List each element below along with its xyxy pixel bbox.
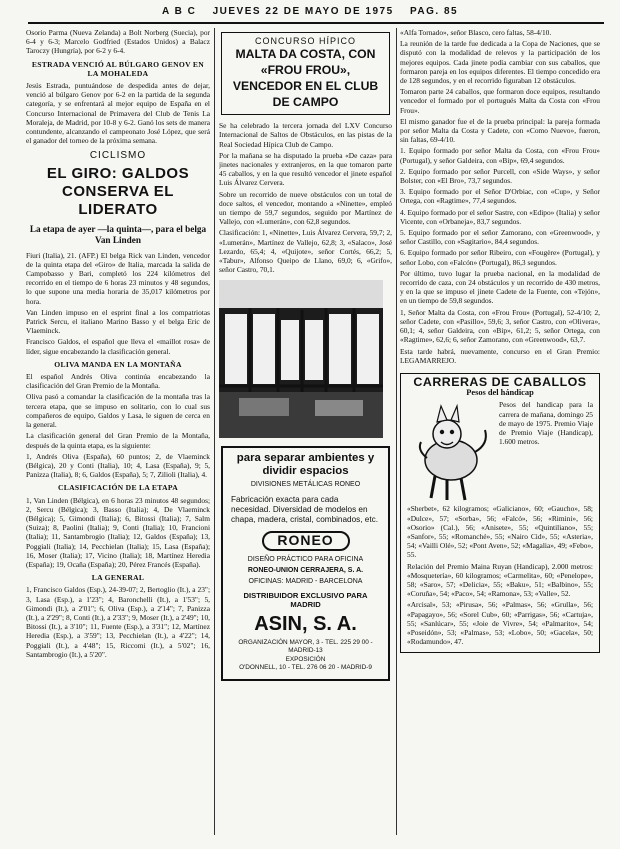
racing-intro: [499, 400, 593, 504]
article-paragraph: El español Andrés Oliva continúa encabezando la clasificación del Gran Premio de la Montaña.: [26, 372, 210, 391]
article-paragraph: 2. Equipo formado por señor Purcell, con «Side Ways», y señor Bolster, con «El Bro», 73,7 segundos.: [400, 166, 600, 186]
article-paragraph: Clasificación: 1, «Ninette», Luis Álvarez Cervera, 59,7; 2, «Lumerán», Martínez de Vallejo, 62,8; 3, «Salaco», José Lezardo, 65,4; 4, «Quijote», señor Cortés, 66,2; 5, «Tabur», Alfonso Queipo de Llano, 69,0; 6, «Grifo», señor Castro, 70,1.: [219, 228, 392, 275]
roneo-logo: RONEO: [262, 531, 350, 550]
subheading: CLASIFICACIÓN DE LA ETAPA: [57, 483, 179, 493]
newspaper-name: A B C: [161, 6, 197, 17]
page-header: [0, 6, 620, 17]
general-results: 1, Francisco Galdos (Esp.), 24-39-07; 2, Bertoglio (It.), a 23"; 3, Lasa (Esp.), a 1'23"; 4, Baronchelli (It.), a 1'53"; 5, Gimondi (It.), a 2'01"; 6, Oliva (Esp.), a 2'14"; 7, Panizza (It.), a 2'29"; 8, Conti (It.), a 2'33"; 9, Moser (It.), a 2'49"; 10, Bitossi (It.), a 3'10"; 11, Fuente (Esp.), a 3'31"; 12, Martínez Heredia (Esp.), a 3'59"; 13, Pecchielan (It.), a 4'22"; 14, Poggiali (It.), a 4'48"; 15, Riccomi (It.), a 5'02"; 16, Santambrogio (It.), a 5'20".: [26, 585, 210, 659]
subheading: ESTRADA VENCIÓ AL BÚLGARO GENOV EN LA MOHALEDA: [31, 59, 205, 78]
ad-address: O'DONNELL, 10 - TEL. 276 06 20 - MADRID-9: [239, 664, 372, 672]
header-date: JUEVES 22 DE MAYO DE 1975: [212, 6, 394, 17]
header-rule: [28, 22, 604, 24]
equestrian-headline-box: [221, 32, 390, 115]
article-paragraph: La reunión de la tarde fue dedicada a la Copa de Naciones, que se disputó con la modalidad de relevos y la participación de los mejores equipos. Cada jinete podía cambiar con sus caballos, que formaron pareja en los equipos diferentes. El tiempo concedido era de 128 segundos, y en el recorrido figuraban 12 obstáculos.: [400, 39, 600, 86]
section-title: CICLISMO: [89, 150, 147, 162]
article-paragraph: El mismo ganador fue el de la prueba principal: la pareja formada por señor Malta da Costa y Cadete, con «Como Nuevo», fueron, sin faltas, 69-4/10.: [400, 116, 600, 145]
column-rule: [396, 28, 397, 835]
column-left: [26, 28, 210, 843]
article-paragraph: 1. Equipo formado por señor Malta da Costa, con «Frou Frou» (Portugal), y señor Galdeira, con «Bip», 69,4 segundos.: [400, 146, 600, 165]
article-paragraph: Por la mañana se ha disputado la prueba «De caza» para jinetes nacionales y extranjeros, en la que tomaron parte 45 caballos, y en la que resultó vencedor el jinete español Luis Álvarez Cervera.: [219, 150, 392, 188]
racing-title: CARRERAS DE CABALLOS: [413, 374, 587, 389]
stage-results: 1, Van Linden (Bélgica), en 6 horas 23 minutos 48 segundos; 2, Sercu (Bélgica); 3, Basso (Italia); 4, De Vlaeminck (Bélgica); 5, Gimondi (Italia); 6, Bitossi (Italia); 7, Salm (Suiza); 8, Paolini (Italia); 9, Conti (Italia); 10, Francioni (Italia); 11, Santambrogio (Italia); 12, Galdos (España); 13, Poggiali (Italia); 14, Pecchielan (Italia); 15, Lasa (España); 16, Moser (Italia); 17, Vicino (Italia); 18, Martínez Heredia (España); 19, Ocaña (España); 20, Pérez Francés (España).: [26, 495, 210, 569]
article-paragraph: 3. Equipo formado por el Señor D'Orbiac, con «Cup», y Señor Ortega, con «Ragtime», 77,4 segundos.: [400, 187, 600, 206]
ad-exposicion: EXPOSICIÓN: [285, 655, 326, 663]
equestrian-headline: MALTA DA COSTA, CON «FROU FROU», VENCEDOR EN EL CLUB DE CAMPO: [232, 47, 379, 110]
header-page: PAG. 85: [409, 6, 459, 17]
article-paragraph: La clasificación general del Gran Premio de la Montaña, después de la quinta etapa, es la siguiente:: [26, 431, 210, 450]
article-paragraph: Jesús Estrada, puntuándose de despedida antes de dejar, venció al búlgaro Genov por 6-2 en la partida de la segunda categoría, y se enfrentará al mejor equipo de España en el Concurso Internacional de Primavera del Club de Tenis La Moraleja, de Madrid, por 10-8 y 6-2. Ganó los sets de manera contundente, alcanzando el campeonato José López, que será el ganador del torneo de la próxima semana.: [26, 81, 210, 146]
horse-racing-box: [400, 373, 600, 653]
article-paragraph: Francisco Galdos, el español que lleva el «maillot rosa» de líder, sigue encabezando la clasificación general.: [26, 337, 210, 356]
subheading: OLIVA MANDA EN LA MONTAÑA: [54, 359, 182, 369]
racing-paragraph: Relación del Premio Maina Ruyan (Handicap), 2.000 metros: «Mosquetería», 60 kilogramos; «Carmelita», 60; «Penelope», 58; «Saro», 57; «Delicia», 55; «Baku», 51; «Balbino», 55; «Coruña», 54; «Paco», 54; «Ramona», 53; «Valle», 52.: [407, 561, 593, 599]
article-paragraph: 4. Equipo formado por el señor Sastre, con «Edipo» (Italia) y señor Vicente, con «Orbaneja», 83,7 segundos.: [400, 207, 600, 226]
office-interior-image: [219, 280, 383, 438]
column-right: [400, 28, 600, 843]
cycling-deck: La etapa de ayer —la quinta—, para el belga Van Linden: [29, 223, 207, 245]
kicker: CONCURSO HÍPICO: [254, 36, 356, 46]
ad-distributor-label: DISTRIBUIDOR EXCLUSIVO PARA MADRID: [243, 590, 368, 609]
ad-company-offices: OFICINAS: MADRID - BARCELONA: [248, 577, 363, 585]
article-paragraph: Van Linden impuso en el esprint final a los compatriotas Patrick Sercu, el italiano Marino Basso y el belga Eric de Vlaeminck.: [26, 307, 210, 336]
racing-subtitle: Pesos del hándicap: [466, 388, 534, 398]
article-paragraph: Oliva pasó a comandar la clasificación de la montaña tras la tercera etapa, que se impuso en solitario, con lo cual sus compañeros de equipo, Galdos y Lasa, le siguen de cerca en la general.: [26, 392, 210, 430]
subheading: LA GENERAL: [91, 573, 145, 583]
cycling-headline: EL GIRO: GALDOS CONSERVA EL LIDERATO: [46, 164, 190, 218]
ad-address: ORGANIZACIÓN MAYOR, 3 - TEL. 225 29 00 - MADRID-13: [238, 639, 373, 655]
racing-paragraph: «Arcisal», 53; «Pirusa», 56; «Palmas», 56; «Grulla», 56; «Papagayo», 56; «Sorel Cub», 60; «Parrigas», 56; «Cartuja», 55; «Sanlúcar», 55; «Joie de Vivre», 54; «Palmarito», 54; «Poseidón», 53; «Palmas», 53; «Lobo», 50; «Gacela», 50; «Rodamundo», 47.: [407, 600, 593, 647]
horse-cartoon-icon: [407, 400, 493, 504]
article-paragraph: Sobre un recorrido de nueve obstáculos con un total de doce saltos, el vencedor, montando a «Ninette», empleó un tiempo de 59,7 segundos, seguido por Martínez de Vallejo, con «Lumerán», con 62,8 segundos.: [219, 189, 392, 227]
article-paragraph: 1, Señor Malta da Costa, con «Frou Frou» (Portugal), 52-4/10; 2, señor Cadete, con «Pasillo», 59,6; 3, señor Castro, con «Olivera», 60,1; 4, señor Galdeira, con «Bip», 61,2; 5, señor Ortega, con «Ragtime», 62,6; 6, señor Zamorano, con «Greenwood», 63,7.: [400, 307, 600, 345]
article-paragraph: Tomaron parte 24 caballos, que formaron doce equipos, resultando vencedor el formado por el portugués Malta da Costa con «Frou Frou».: [400, 87, 600, 115]
article-paragraph: Se ha celebrado la tercera jornada del LXV Concurso Internacional de Saltos de Obstáculos, en las pistas de la Real Sociedad Hípica Club de Campo.: [219, 121, 392, 149]
office-partitions-photo: [219, 280, 383, 438]
column-rule: [214, 28, 215, 835]
ad-diseno: DISEÑO PRÁCTICO PARA OFICINA: [247, 555, 364, 563]
roneo-advertisement: [221, 446, 390, 680]
article-paragraph: Por último, tuvo lugar la prueba nacional, en la modalidad de recorrido de caza, con 24 obstáculos y un recorrido de 430 metros, y en la que se impuso el jinete Cadete de la Fuente, con «Tejón», en un tiempo de 59,8 segundos.: [400, 268, 600, 306]
racing-paragraph: «Sherbet», 62 kilogramos; «Galiciano», 60; «Gaucho», 58; «Dulce», 57; «Sorba», 56; «Falcó», 56; «Rimini», 56; «Osorio» (Cal.), 56; «Anisete», 55; «Quintiliano», 55; «Sanfor», 55; «Romanché», 55; «Nairo Cid», 55; «Asteria», 54; «Vailli Olé», 52; «Pont Aven», 52; «Magalia», 49; «Febo», 55.: [407, 504, 593, 560]
tennis-results: Osorio Parma (Nueva Zelanda) a Bolt Norberg (Suecia), por 6-4 y 6-3; Marcelo Godfried (Estados Unidos) a Balacz Taroczy (Hungría), por 6-2 y 6-4.: [26, 28, 210, 56]
ad-slogan: para separar ambientes y dividir espacios: [236, 452, 375, 478]
article-paragraph: 5. Equipo formado por el señor Zamorano, con «Greenwood», y señor Castillo, con «Sagitario», 84,4 segundos.: [400, 228, 600, 247]
racing-body: [407, 400, 593, 504]
article-paragraph: Fiuri (Italia), 21. (AFP.) El belga Rick van Linden, vencedor de la quinta etapa del «Giro» de Italia, marcada la salida de Campobasso y Bari, completó los 224 kilómetros del recorrido en el tiempo de 6 horas 23 minutos y 48 segundos, lo que supone una media horaria de 35,017 kilómetros por hora.: [26, 250, 210, 306]
racing-paragraph: Pesos del handicap para la carrera de mañana, domingo 25 de mayo de 1975. Premio Viaje de Premio Viaje (Handicap), 1.600 metros.: [499, 400, 593, 447]
ad-body: Fabricación exacta para cada necesidad. Diversidad de modelos en chapa, madera, cristal, combinados, etc.: [231, 495, 378, 525]
ad-divisiones: DIVISIONES METÁLICAS RONEO: [250, 481, 361, 489]
article-paragraph: 1, Andrés Oliva (España), 60 puntos; 2, de Vlaeminck (Bélgica), 20 y Conti (Italia), 10; 4, Lasa (España), 9; 5, Panizza (Italia), 8; 6, Galdos (España), 5; 7, Zilioli (Italia), 4.: [26, 451, 210, 480]
column-middle: [219, 28, 392, 843]
article-paragraph: Esta tarde habrá, nuevamente, concurso en el Gran Premio: LEGAMARREJO.: [400, 346, 600, 365]
article-paragraph: 6. Equipo formado por señor Ribeiro, con «Fougère» (Portugal), y señor Lobo, con «Falcón» (Portugal), 86,3 segundos.: [400, 248, 600, 267]
ad-company: RONEO-UNION CERRAJERA, S. A.: [247, 566, 364, 574]
article-paragraph: «Alfa Tornado», señor Blasco, cero faltas, 58-4/10.: [400, 28, 552, 37]
ad-distributor: ASIN, S. A.: [254, 613, 357, 636]
